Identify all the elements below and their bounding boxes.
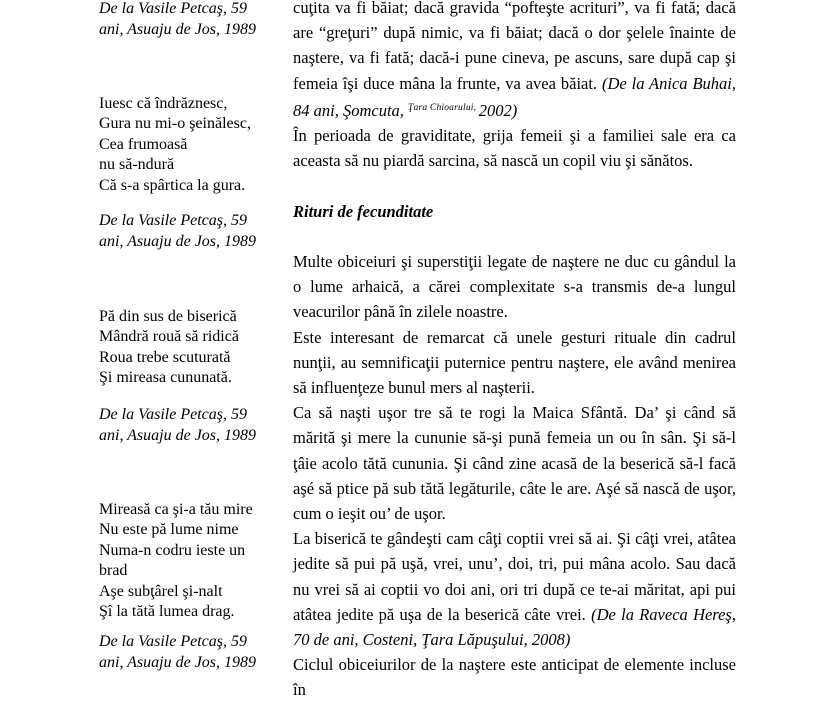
body-paragraph (293, 249, 736, 325)
paragraph-text: Ca să naşti uşor tre să te rogi la Maica Sfântă. Da’ şi când să mărită şi mere la cununie să-şi pună femeia un ou în sân. Şi să-l ţâie acolo tătă cununia. Şi când zine acasă de la beserică să-l facă aşé să ptice pă sub tătă legăturile, câte le are. Aşé să nască de uşor, cum o ieşit ou’ de uşor. (293, 403, 736, 524)
section-heading (293, 199, 736, 224)
paragraph-text: Multe obiceiuri şi superstiţii legate de naştere ne duc cu gândul la o lume arhaică, a cărei complexitate s-a transmis de-a lungul veacurilor până în zilele noastre. (293, 252, 736, 322)
attribution-line: ani, Asuaju de Jos, 1989 (99, 21, 257, 38)
attribution-line: ani, Asuaju de Jos, 1989 (99, 233, 257, 250)
attribution-line: ani, Asuaju de Jos, 1989 (99, 427, 257, 444)
body-paragraph (293, 123, 736, 173)
paragraph-text: Ciclul obiceiurilor de la naştere este anticipat de elemente incluse în (293, 655, 736, 700)
right-column-body-text (293, 0, 736, 703)
paragraph-text: În perioada de graviditate, grija femeii şi a familiei sale era ca aceasta să nu piardă sarcina, să nască un copil viu şi sănătos. (293, 126, 736, 171)
attribution-block (99, 210, 295, 252)
attribution-line: De la Vasile Petcaş, 59 (99, 633, 247, 650)
poem-line: Cea frumoasă (99, 135, 188, 153)
poem-line: Aşe subţârel şi-nalt (99, 582, 223, 600)
body-paragraph (293, 400, 736, 526)
paragraph-text: cuţita va fi băiat; dacă gravida “pofteşte acrituri”, va fi fată; dacă are “greţuri” după nimic, va fi băiat; dacă o dor şelele înainte de naştere, va fi fată; dacă-i pune cineva, pe ascuns, sare după cap şi femeia îşi duce mâna la frunte, va avea băiat. (293, 0, 736, 93)
poem-line: Gura nu mi-o şeinălesc, (99, 115, 251, 133)
attribution-line: De la Vasile Petcaş, 59 (99, 406, 247, 423)
body-paragraph (293, 652, 736, 702)
body-paragraph (293, 526, 736, 652)
attribution-line: De la Vasile Petcaş, 59 (99, 0, 247, 17)
poem-line: Nu este pă lume nime (99, 521, 239, 539)
paragraph-text: Este interesant de remarcat că unele gesturi rituale din cadrul nunţii, au semnificaţii puternice pentru naştere, ele având menirea să influenţeze bunul mers al naşterii. (293, 327, 736, 398)
poem-line: Şi mireasa cununată. (99, 369, 232, 387)
body-paragraph (293, 0, 736, 123)
poem-block (99, 307, 295, 389)
poem-block (99, 500, 295, 622)
poem-line: Şî la tătă lumea drag. (99, 603, 235, 621)
poem-line: Numa-n codru ieste un (99, 541, 246, 559)
poem-line: Iuesc că îndrăznesc, (99, 95, 228, 112)
poem-line: brad (99, 562, 128, 580)
heading-text: Rituri de fecunditate (293, 201, 434, 221)
paragraph-text: La biserică te gândeşti cam câţi coptii vrei să ai. Şi câţi vrei, atâtea jedite să pui pă uşă, vrei, unu’, doi, tri, pui mâna acolo. Sau dacă nu vrei să ai coptii vo doi ani, ori tri după ce te-ai măritat, api pui atâtea jedite pă uşa de la beserică câte vrei. (293, 529, 736, 624)
attribution-block (99, 0, 295, 40)
poem-line: Pă din sus de biserică (99, 308, 237, 325)
attribution-block (99, 404, 295, 446)
poem-line: Mândră rouă să ridică (99, 328, 239, 346)
body-paragraph (293, 325, 736, 401)
poem-block (99, 94, 295, 196)
poem-line: Roua trebe scuturată (99, 348, 231, 366)
citation-text: 2002) (478, 100, 518, 120)
citation-text: (De la Raveca Hereş, 70 de ani, Costeni, Ţara Lăpuşului, 2008) (293, 604, 736, 650)
attribution-block (99, 631, 295, 673)
poem-line: Mireasă ca şi-a tău mire (99, 501, 253, 518)
attribution-line: De la Vasile Petcaş, 59 (99, 212, 247, 229)
superscript-region-note: Ţara Chioarului, (408, 102, 479, 113)
citation-text: (De la Anica Buhai, 84 ani, Şomcuta, (293, 73, 736, 120)
poem-line: nu să-ndură (99, 156, 175, 174)
attribution-line: ani, Asuaju de Jos, 1989 (99, 654, 257, 671)
poem-line: Că s-a spârtica la gura. (99, 176, 246, 194)
